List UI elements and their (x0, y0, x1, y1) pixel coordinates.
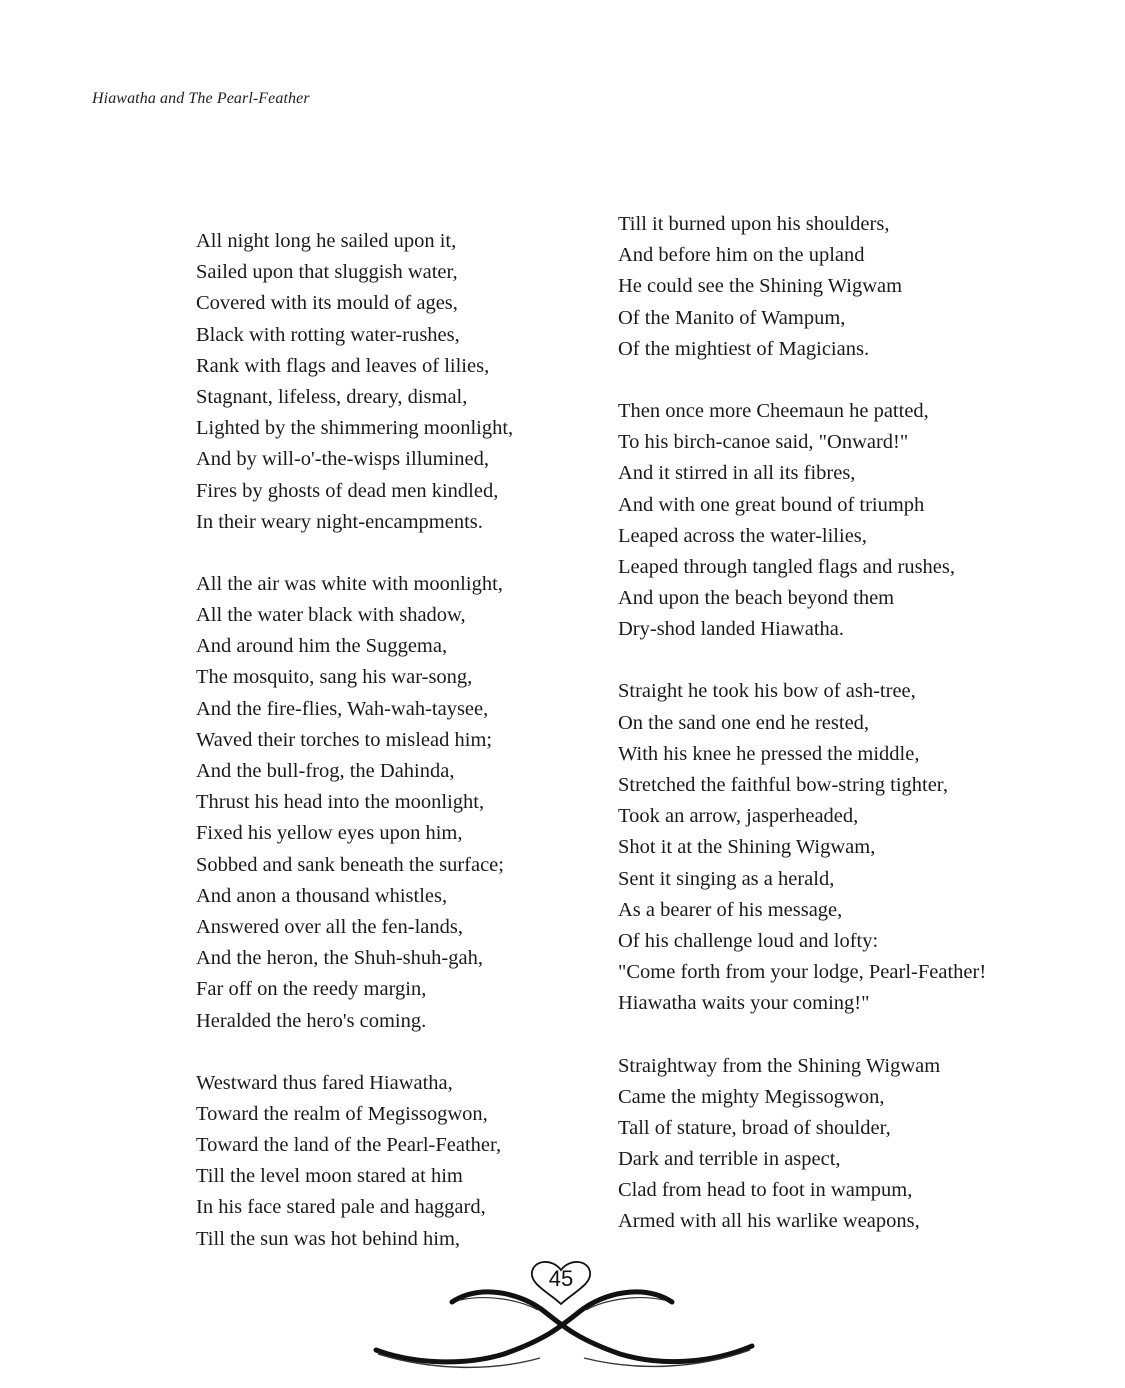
stanza (618, 209, 1058, 365)
verse-line: And with one great bound of triumph (618, 493, 925, 516)
verse-line: Stagnant, lifeless, dreary, dismal, (196, 385, 468, 408)
running-header-title: Hiawatha and The Pearl-Feather (92, 90, 310, 107)
verse-line: And the fire-flies, Wah-wah-taysee, (196, 697, 489, 720)
verse-line: And the bull-frog, the Dahinda, (196, 760, 455, 782)
verse-line: To his birch-canoe said, "Onward!" (618, 431, 909, 454)
verse-line: Fires by ghosts of dead men kindled, (196, 479, 499, 502)
verse-line: Dry-shod landed Hiawatha. (618, 618, 845, 641)
verse-line: Fixed his yellow eyes upon him, (196, 822, 463, 845)
verse-line: In his face stared pale and haggard, (196, 1196, 486, 1219)
verse-line: And upon the beach beyond them (618, 587, 895, 610)
verse-line: Leaped through tangled flags and rushes, (618, 555, 956, 578)
verse-line: Hiawatha waits your coming!" (618, 992, 870, 1015)
verse-line: In their weary night-encampments. (196, 510, 483, 533)
verse-line: Of the mightiest of Magicians. (618, 337, 870, 360)
stanza (618, 396, 1058, 646)
verse-line: Heralded the hero's coming. (196, 1009, 427, 1032)
verse-line: All the water black with shadow, (196, 604, 466, 627)
verse-line: Straightway from the Shining Wigwam (618, 1054, 941, 1077)
verse-line: Far off on the reedy margin, (196, 978, 427, 1001)
verse-line: The mosquito, sang his war-song, (196, 666, 473, 689)
verse-line: Came the mighty Megissogwon, (618, 1085, 885, 1108)
verse-line: Armed with all his warlike weapons, (618, 1210, 920, 1233)
poem-column-left (196, 226, 636, 1286)
verse-line: Thrust his head into the moonlight, (196, 791, 485, 814)
verse-line: And the heron, the Shuh-shuh-gah, (196, 947, 483, 970)
verse-line: Covered with its mould of ages, (196, 292, 458, 315)
verse-line: As a bearer of his message, (618, 898, 843, 921)
verse-line: Sobbed and sank beneath the surface; (196, 853, 504, 876)
verse-line: Lighted by the shimmering moonlight, (196, 417, 514, 440)
verse-line: Took an arrow, jasperheaded, (618, 805, 859, 828)
verse-line: With his knee he pressed the middle, (618, 742, 920, 765)
verse-line: Waved their torches to mislead him; (196, 728, 493, 751)
verse-line: Tall of stature, broad of shoulder, (618, 1116, 891, 1139)
page-number: 45 (548, 1266, 574, 1291)
stanza (618, 676, 1058, 1019)
verse-line: Stretched the faithful bow-string tighter, (618, 774, 948, 796)
verse-line: Sent it singing as a herald, (618, 867, 835, 890)
verse-line: Leaped across the water-lilies, (618, 524, 867, 547)
verse-line: Of his challenge loud and lofty: (618, 929, 879, 952)
verse-line: Dark and terrible in aspect, (618, 1148, 841, 1171)
verse-line: He could see the Shining Wigwam (618, 275, 903, 298)
verse-line: Till it burned upon his shoulders, (618, 213, 890, 235)
verse-line: Clad from head to foot in wampum, (618, 1179, 913, 1202)
verse-line: "Come forth from your lodge, Pearl-Feather! (618, 961, 987, 984)
verse-line: And by will-o'-the-wisps illumined, (196, 448, 489, 471)
verse-line: All the air was white with moonlight, (196, 572, 503, 595)
verse-line: All night long he sailed upon it, (196, 230, 457, 252)
verse-line: Westward thus fared Hiawatha, (196, 1071, 453, 1094)
stanza (196, 1068, 636, 1255)
verse-line: Till the level moon stared at him (196, 1165, 463, 1188)
verse-line: Sailed upon that sluggish water, (196, 261, 458, 284)
verse-line: Then once more Cheemaun he patted, (618, 399, 929, 422)
verse-line: And before him on the upland (618, 244, 865, 267)
verse-line: And it stirred in all its fibres, (618, 462, 856, 485)
poem-column-right (618, 209, 1058, 1269)
verse-line: Answered over all the fen-lands, (196, 915, 463, 938)
verse-line: Toward the realm of Megissogwon, (196, 1102, 488, 1125)
verse-line: Of the Manito of Wampum, (618, 306, 846, 329)
verse-line: Rank with flags and leaves of lilies, (196, 354, 490, 377)
verse-line: And anon a thousand whistles, (196, 884, 448, 907)
stanza (618, 1051, 1058, 1238)
verse-line: Shot it at the Shining Wigwam, (618, 836, 876, 859)
verse-line: Straight he took his bow of ash-tree, (618, 680, 916, 703)
verse-line: Till the sun was hot behind him, (196, 1227, 461, 1250)
verse-line: Toward the land of the Pearl-Feather, (196, 1134, 502, 1157)
verse-line: On the sand one end he rested, (618, 711, 870, 734)
verse-line: And around him the Suggema, (196, 635, 448, 658)
stanza (196, 569, 636, 1037)
stanza (196, 226, 636, 538)
verse-line: Black with rotting water-rushes, (196, 323, 460, 346)
